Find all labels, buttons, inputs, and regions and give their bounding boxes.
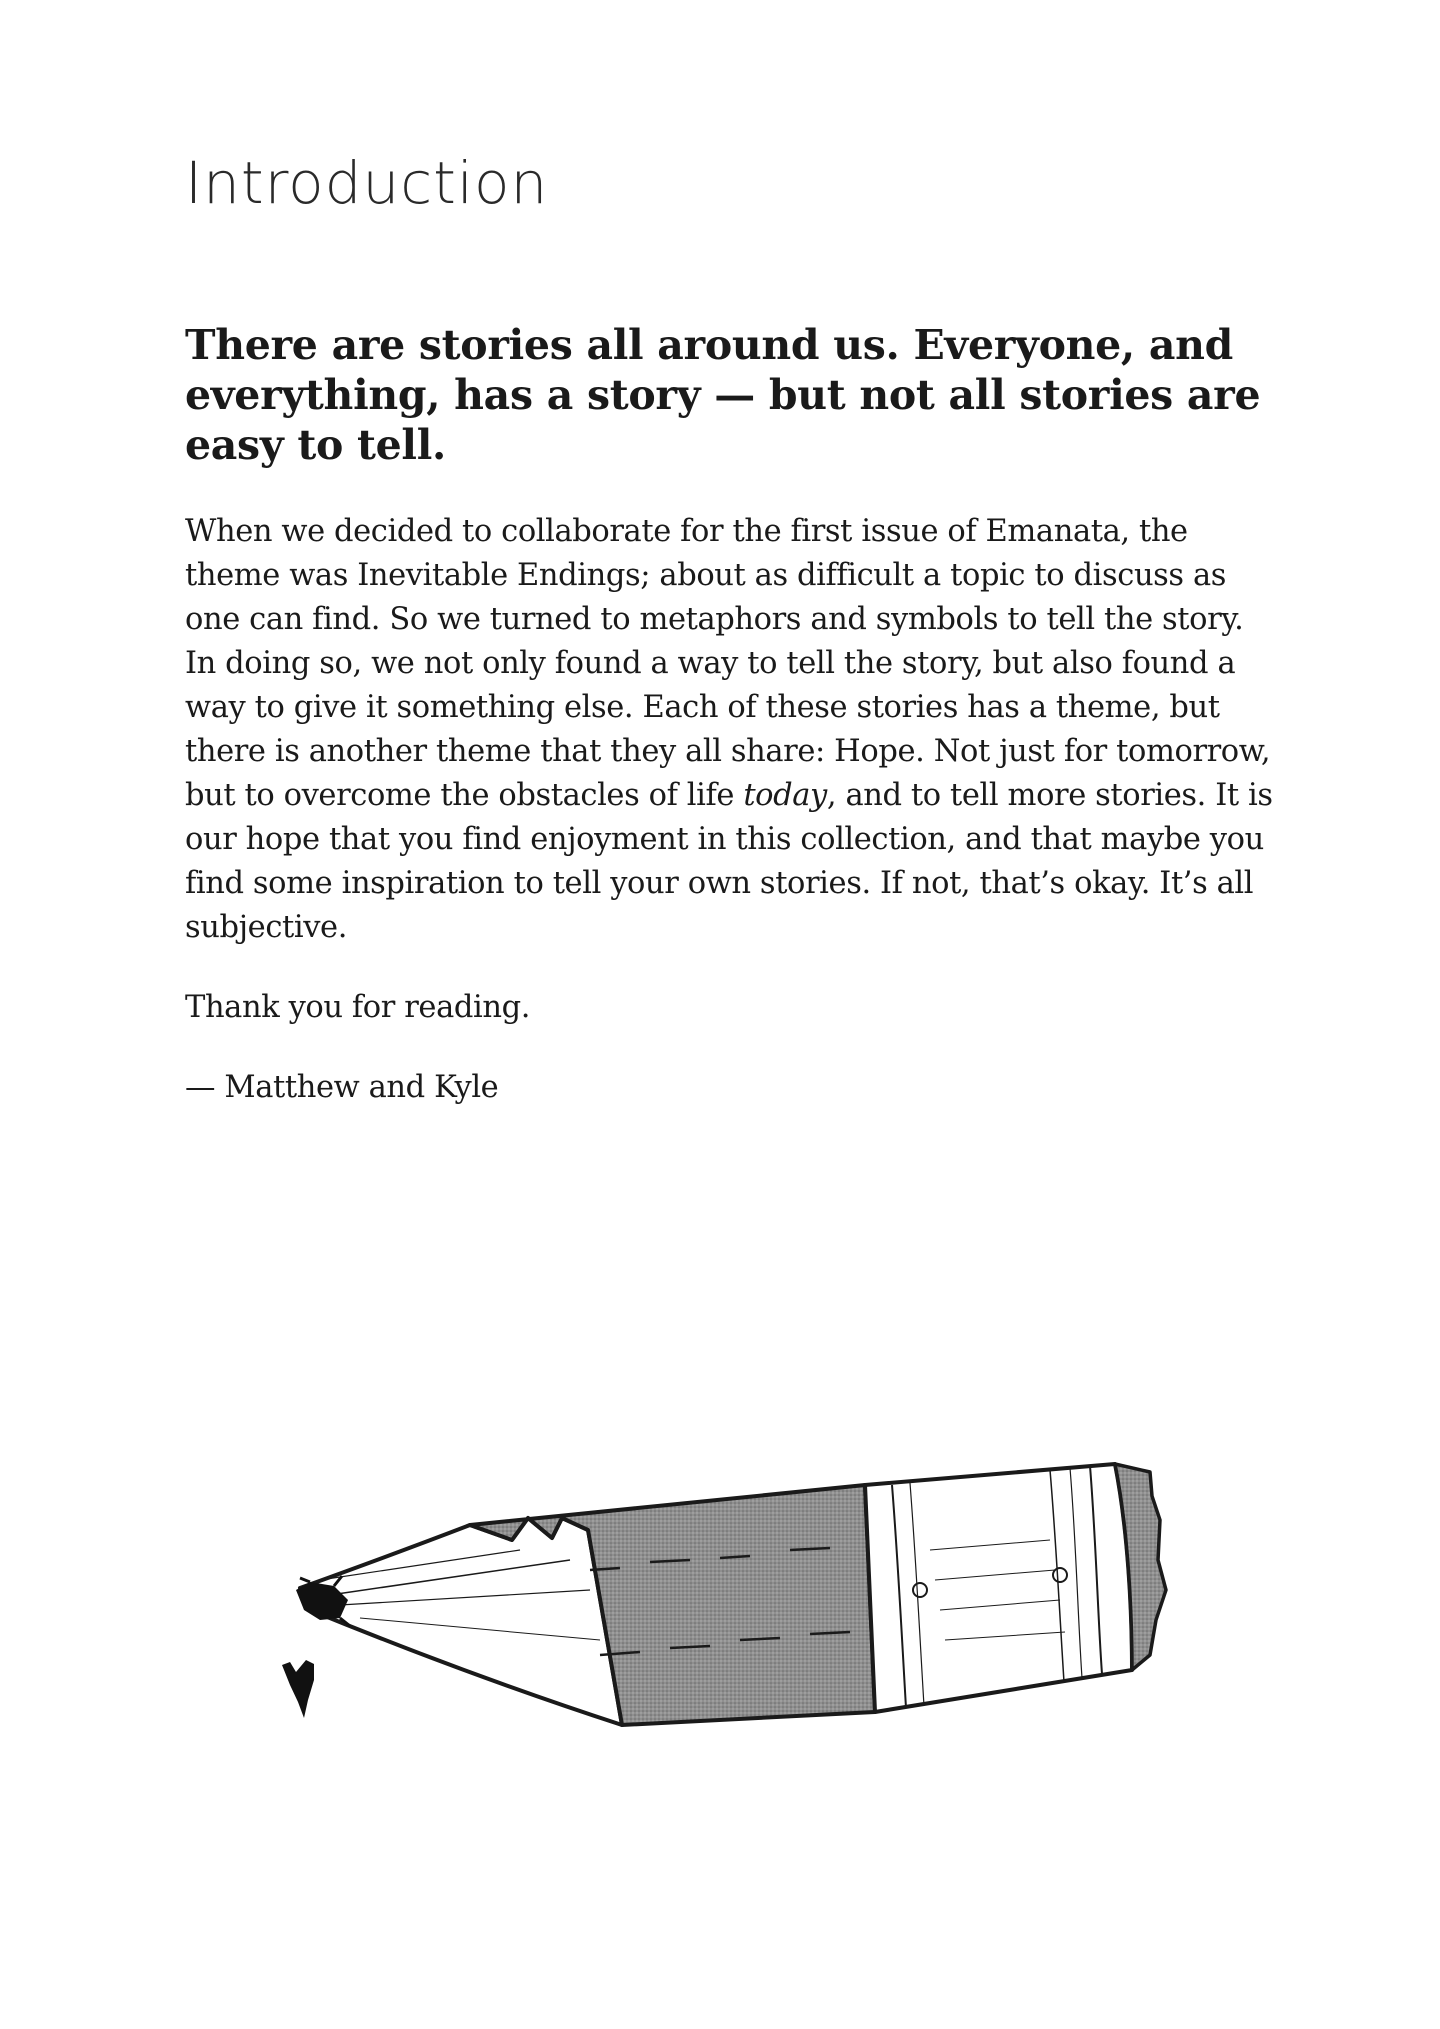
intro-body-paragraph <box>185 510 1275 950</box>
pencil-illustration <box>270 1450 1170 1750</box>
thanks-line: Thank you for reading. <box>185 990 531 1025</box>
intro-content <box>185 320 1275 1146</box>
heart-drop-icon <box>282 1660 314 1718</box>
signature-line: — Matthew and Kyle <box>185 1070 499 1105</box>
page-title: Introduction <box>185 149 549 217</box>
body-text-start: When we decided to collaborate for the first issue of Emanata, the theme was Inevitable Endings; about as difficult a topic to discuss as one can find. So we turned to metaphors and symbols to tell the story. In doing so, we not only found a way to tell the story, but also found a way to give it something else. Each of these stories has a theme, but there is another theme that they all share: Hope. Not just for tomorrow, but to overcome the obstacles of life <box>185 514 1271 813</box>
body-text-italic: today <box>743 778 827 813</box>
pencil-ferrule <box>865 1464 1132 1712</box>
intro-lede: There are stories all around us. Everyone, and everything, has a story — but not all stories are easy to tell. <box>185 321 1261 469</box>
pencil-tip <box>300 1518 622 1725</box>
body-text-end: , and to tell more stories. It is our hope that you find enjoyment in this collection, and that maybe you find some inspiration to tell your own stories. If not, that’s okay. It’s all subjective. <box>185 778 1273 945</box>
